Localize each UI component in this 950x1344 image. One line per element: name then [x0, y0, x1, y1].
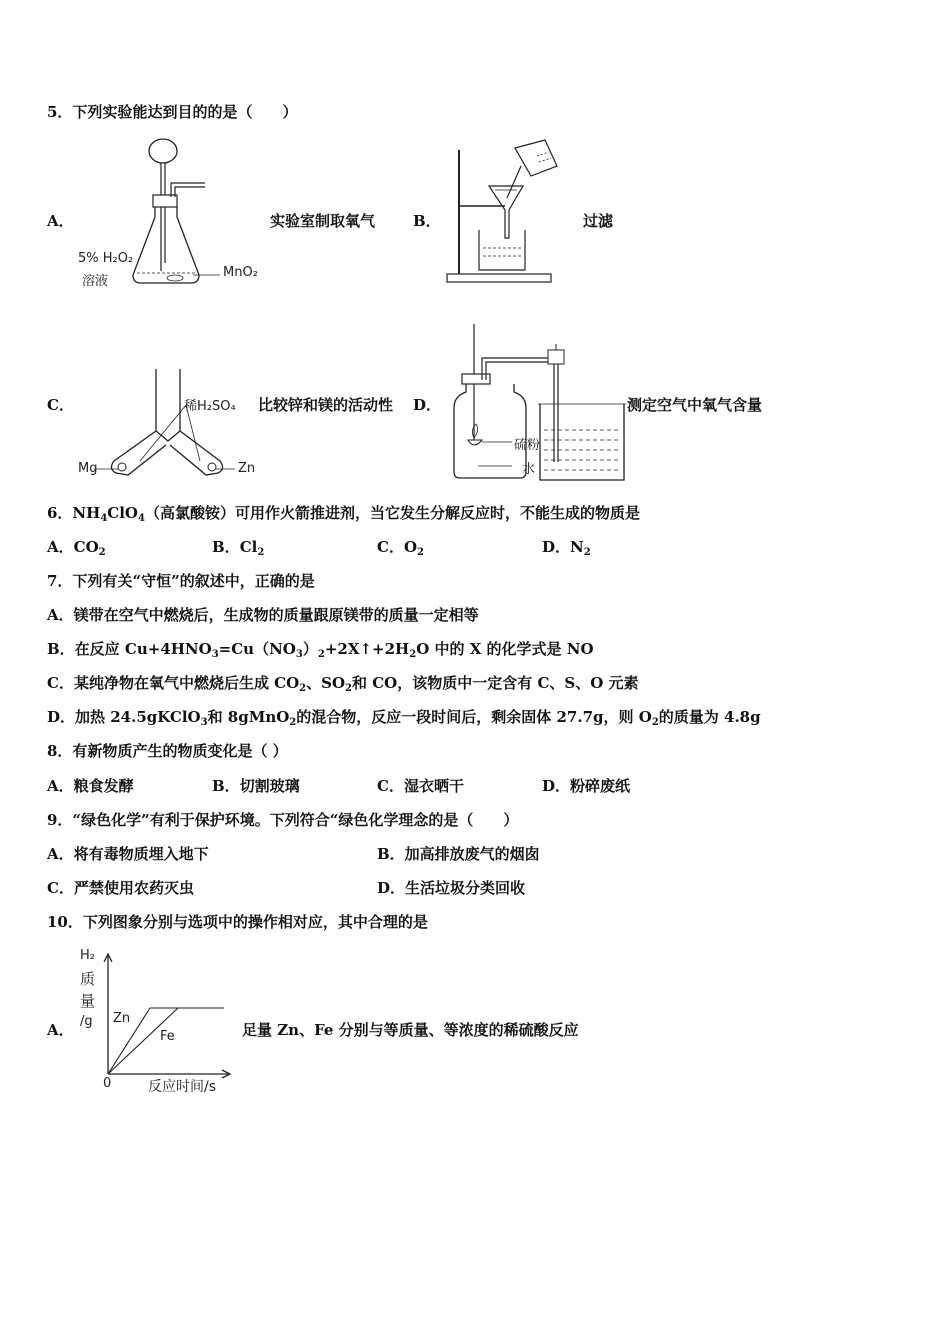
q5-b-caption: 过滤 — [583, 212, 614, 230]
q7-c-p1: C．某纯净物在氧气中燃烧后生成 CO — [47, 674, 300, 692]
q7-b-p3: ） — [302, 640, 318, 658]
q7-b-p2: =Cu（NO — [218, 640, 296, 658]
q6-option-d-letter: D． — [542, 538, 571, 556]
q8-option-b[interactable]: B．切割玻璃 — [212, 777, 300, 795]
q6-stem-sub2: 4 — [138, 513, 145, 524]
q10-a-letter[interactable]: A． — [47, 1021, 74, 1039]
q6-option-a-formula: CO — [73, 538, 99, 556]
q7-option-c[interactable] — [47, 674, 639, 698]
q10-a-ylabel-h2: H₂ — [80, 948, 95, 963]
q7-b-s1: 3 — [211, 649, 219, 660]
q7-b-p5: O 中的 X 的化学式是 NO — [416, 640, 594, 658]
q10-a-caption: 足量 Zn、Fe 分别与等质量、等浓度的稀硫酸反应 — [242, 1021, 579, 1039]
q8-option-c[interactable]: C．湿衣晒干 — [377, 777, 464, 795]
q5-d-oxygen-apparatus — [448, 322, 633, 487]
q7-b-p4: +2X↑+2H — [324, 640, 410, 658]
q6-option-a-sub: 2 — [98, 547, 106, 558]
q10-a-ylabel-2: 量 — [80, 992, 96, 1010]
q6-stem-post: （高氯酸铵）可用作火箭推进剂，当它发生分解反应时，不能生成的物质是 — [144, 504, 640, 522]
q7-c-p2: 、SO — [306, 674, 346, 692]
q10-stem: 10．下列图象分别与选项中的操作相对应，其中合理的是 — [47, 913, 428, 931]
q7-c-p3: 和 CO，该物质中一定含有 C、S、O 元素 — [352, 674, 639, 692]
q6-option-b-formula: Cl — [239, 538, 258, 556]
q7-b-s4: 2 — [409, 649, 417, 660]
q7-d-s1: 3 — [200, 717, 208, 728]
q7-d-p4: 的质量为 4.8g — [658, 708, 761, 726]
q6-stem-sub1: 4 — [100, 513, 108, 524]
q7-stem: 7．下列有关“守恒”的叙述中，正确的是 — [47, 572, 315, 590]
q5-a-label-h2o2: 5% H₂O₂ — [78, 251, 134, 266]
q8-stem: 8．有新物质产生的物质变化是（ ） — [47, 742, 288, 760]
q7-c-s1: 2 — [299, 683, 307, 694]
q7-option-d[interactable] — [47, 708, 761, 732]
q10-a-ylabel-1: 质 — [80, 970, 96, 988]
q5-c-caption: 比较锌和镁的活动性 — [258, 396, 394, 414]
q8-option-a[interactable]: A．粮食发酵 — [47, 777, 134, 795]
q6-option-d-formula: N — [570, 538, 584, 556]
q7-d-p1: D．加热 24.5gKClO — [47, 708, 201, 726]
q7-d-s3: 2 — [651, 717, 659, 728]
q5-a-caption: 实验室制取氧气 — [270, 212, 376, 230]
q8-option-d[interactable]: D．粉碎废纸 — [542, 777, 631, 795]
q5-d-label-sulfur: 硫粉 — [514, 438, 541, 453]
q5-d-label-water: 水 — [522, 462, 536, 477]
q10-a-label-zn: Zn — [113, 1011, 131, 1026]
q10-a-xlabel: 反应时间/s — [148, 1079, 217, 1095]
q6-option-d-sub: 2 — [583, 547, 591, 558]
q5-c-label-zn: Zn — [238, 461, 256, 476]
q5-d-letter[interactable]: D． — [413, 396, 442, 414]
q6-option-b[interactable] — [212, 538, 264, 562]
q9-stem: 9．“绿色化学”有利于保护环境。下列符合“绿色化学理念的是（ ） — [47, 811, 519, 829]
q6-option-c[interactable] — [377, 538, 424, 562]
q7-option-b[interactable] — [47, 640, 594, 664]
q7-b-s2: 3 — [295, 649, 303, 660]
q5-a-letter[interactable]: A． — [47, 212, 74, 230]
q5-a-label-mno2: MnO₂ — [223, 265, 258, 280]
q9-option-d[interactable]: D．生活垃圾分类回收 — [377, 879, 526, 897]
q6-option-c-sub: 2 — [417, 547, 424, 558]
q6-option-d[interactable] — [542, 538, 591, 562]
q6-option-c-formula: O — [403, 538, 418, 556]
q6-option-b-sub: 2 — [257, 547, 265, 558]
q5-c-letter[interactable]: C． — [47, 396, 74, 414]
q6-option-a-letter: A． — [47, 538, 74, 556]
q7-d-p2: 和 8gMnO — [207, 708, 290, 726]
q7-option-a[interactable]: A．镁带在空气中燃烧后，生成物的质量跟原镁带的质量一定相等 — [47, 606, 479, 624]
q6-option-a[interactable] — [47, 538, 106, 562]
q7-b-s3: 2 — [317, 649, 325, 660]
q6-option-b-letter: B． — [212, 538, 240, 556]
q9-option-c[interactable]: C．严禁使用农药灭虫 — [47, 879, 194, 897]
q10-a-ylabel-unit: /g — [80, 1014, 93, 1029]
q9-option-b[interactable]: B．加高排放废气的烟囱 — [377, 845, 540, 863]
q6-option-c-letter: C． — [377, 538, 404, 556]
q5-c-label-mg: Mg — [78, 461, 98, 476]
q9-option-a[interactable]: A．将有毒物质埋入地下 — [47, 845, 209, 863]
q10-a-label-fe: Fe — [160, 1029, 175, 1044]
q7-d-p3: 的混合物，反应一段时间后，剩余固体 27.7g，则 O — [296, 708, 652, 726]
q5-b-letter[interactable]: B． — [413, 212, 441, 230]
q5-d-caption: 测定空气中氧气含量 — [627, 396, 763, 414]
q6-stem-mid: ClO — [107, 504, 138, 522]
q10-a-origin: 0 — [103, 1076, 112, 1091]
q6-stem-pre: 6．NH — [47, 504, 101, 522]
q5-b-filter-apparatus — [445, 138, 575, 288]
q5-a-label-solution: 溶液 — [82, 274, 109, 289]
q7-b-p1: B．在反应 Cu+4HNO — [47, 640, 212, 658]
q5-c-label-acid: 稀H₂SO₄ — [184, 399, 236, 414]
q5-c-y-tube-apparatus — [100, 365, 250, 480]
q6-stem — [47, 504, 640, 528]
q5-stem: 5．下列实验能达到目的的是（ ） — [47, 103, 298, 121]
q7-d-s2: 2 — [289, 717, 297, 728]
q7-c-s2: 2 — [345, 683, 353, 694]
